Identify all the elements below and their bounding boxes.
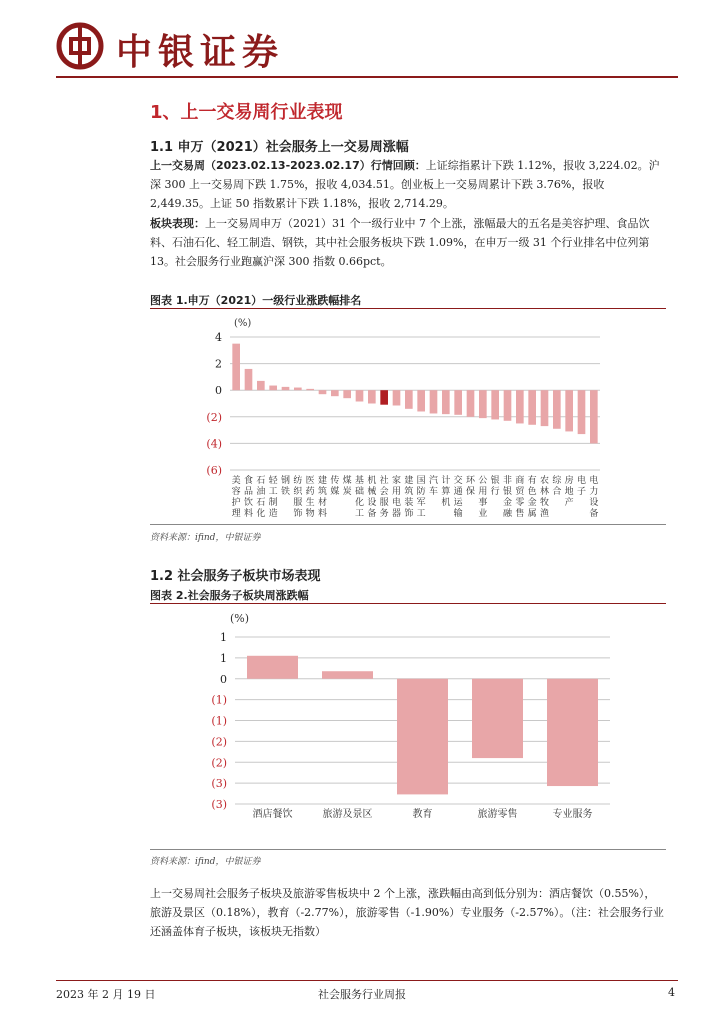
bar [294, 388, 302, 391]
bar [547, 679, 598, 786]
x-tick-label: 计算机 [441, 476, 451, 508]
y-tick-label: (1) [211, 693, 227, 707]
x-tick-label: 交通运输 [453, 476, 463, 519]
x-tick-label: 房地产 [564, 476, 574, 508]
footer-date: 2023 年 2 月 19 日 [56, 988, 156, 1001]
bar [368, 390, 376, 403]
bar [454, 390, 462, 415]
x-tick-label: 食品饮料 [243, 476, 254, 519]
bar [405, 390, 413, 409]
x-tick-label: 电力设备 [589, 476, 599, 519]
figure-source: 资料来源：ifind，中银证券 [150, 533, 261, 543]
bar [322, 671, 373, 679]
x-tick-label: 纺织服饰 [293, 476, 303, 519]
bar [491, 390, 499, 419]
bar [343, 390, 351, 398]
industry-ranking-chart [150, 310, 666, 522]
x-tick-label: 建筑装饰 [404, 476, 414, 519]
y-tick-label: (2) [211, 735, 227, 749]
y-axis-label: (%) [234, 318, 252, 329]
bar [590, 390, 598, 443]
y-tick-label: 2 [215, 357, 222, 371]
x-tick-label: 银行 [490, 476, 500, 497]
x-tick-label: 基础化工 [354, 476, 365, 519]
x-tick-label: 石油石化 [256, 476, 266, 519]
bar [245, 369, 253, 390]
x-tick-label: 社会服务 [379, 476, 389, 519]
bar [430, 390, 438, 413]
bar [269, 386, 277, 391]
brand-name: 中银证券 [116, 32, 285, 73]
footer-report-name: 社会服务行业周报 [318, 988, 406, 1001]
bar [393, 390, 401, 405]
bar [282, 387, 290, 390]
bar [257, 381, 265, 390]
x-tick-label: 煤炭 [342, 476, 352, 497]
y-tick-label: 0 [215, 384, 222, 398]
bar [331, 390, 339, 396]
x-tick-label: 有色金属 [527, 476, 537, 519]
paragraph-lead: 板块表现： [150, 217, 205, 230]
y-tick-label: (3) [211, 798, 227, 811]
x-tick-label: 轻工制造 [268, 476, 278, 519]
paragraph-lead: 上一交易周（2023.02.13-2023.02.17）行情回顾： [150, 159, 426, 172]
x-tick-label: 环保 [465, 476, 476, 497]
bank-of-china-logo-icon [56, 22, 104, 70]
x-tick-label: 旅游及景区 [322, 809, 373, 820]
bar [479, 390, 487, 418]
section-title: 1、上一交易周行业表现 [150, 102, 343, 123]
bar [472, 679, 523, 758]
figure-top-rule [150, 308, 666, 309]
y-tick-label: (2) [211, 756, 227, 770]
y-tick-label: (4) [206, 437, 222, 451]
x-tick-label: 电子 [576, 476, 587, 497]
x-tick-label: 专业服务 [552, 809, 593, 820]
y-tick-label: 1 [220, 651, 227, 665]
x-tick-label: 机械设备 [367, 476, 377, 519]
x-tick-label: 非银金融 [502, 476, 513, 519]
bar [504, 390, 512, 421]
x-tick-label: 旅游零售 [477, 809, 518, 820]
paragraph-body: 上证综指累计下跌 1.12%，报收 3,224.02。沪深 300 上一交易周下跌 1.75%，报收 4,034.51。创业板上一交易周累计下跌 3.76%，报收 2,449.35。上证 50 指数累计下跌 1.18%，报收 2,714.29。 [150, 159, 660, 210]
market-review-paragraph [150, 156, 666, 213]
bar [319, 390, 327, 394]
bar [442, 390, 450, 414]
x-tick-label: 传媒 [330, 476, 340, 497]
x-tick-label: 农林牧渔 [539, 476, 550, 519]
bar [232, 344, 240, 391]
paragraph-body: 上一交易周申万（2021）31 个一级行业中 7 个上涨，涨幅最大的五名是美容护理、食品饮料、石油石化、轻工制造、钢铁，其中社会服务板块下跌 1.09%，在申万一级 31 个行业排名中位列第 13。社会服务行业跑赢沪深 300 指数 0.66pct。 [150, 217, 650, 268]
y-tick-label: 4 [215, 331, 222, 344]
sector-performance-paragraph [150, 214, 666, 271]
x-tick-label: 公用事业 [478, 476, 488, 519]
bar [528, 390, 536, 425]
bar [247, 656, 298, 679]
sub-sector-chart [150, 605, 666, 845]
bar [380, 390, 388, 404]
bar [553, 390, 561, 429]
bar [356, 390, 364, 401]
figure-title: 图表 1.申万（2021）一级行业涨跌幅排名 [150, 294, 362, 307]
figure-top-rule [150, 603, 666, 604]
y-axis-label: (%) [230, 612, 250, 625]
y-tick-label: (2) [206, 410, 222, 424]
x-tick-label: 美容护理 [231, 476, 241, 519]
footer-page-number: 4 [668, 986, 675, 999]
subsection-title: 1.1 申万（2021）社会服务上一交易周涨幅 [150, 140, 409, 155]
x-tick-label: 家用电器 [391, 476, 402, 519]
figure-source: 资料来源：ifind，中银证券 [150, 857, 261, 867]
bar [516, 390, 524, 423]
header-divider [56, 76, 678, 78]
bar [578, 390, 586, 434]
y-tick-label: 1 [220, 631, 227, 644]
bar [541, 390, 549, 426]
x-tick-label: 汽车 [428, 476, 439, 497]
bar [467, 390, 475, 417]
x-tick-label: 综合 [552, 476, 562, 497]
x-tick-label: 建筑材料 [317, 476, 328, 519]
x-tick-label: 医药生物 [305, 476, 315, 519]
x-tick-label: 商贸零售 [515, 476, 525, 519]
figure-bottom-rule [150, 849, 666, 850]
y-tick-label: 0 [220, 672, 227, 686]
bar [306, 389, 314, 390]
subsection-title: 1.2 社会服务子板块市场表现 [150, 569, 321, 584]
x-tick-label: 国防军工 [416, 476, 426, 519]
summary-paragraph: 上一交易周社会服务子板块及旅游零售板块中 2 个上涨，涨跌幅由高到低分别为：酒店餐饮（0.55%），旅游及景区（0.18%），教育（-2.77%），旅游零售（-1.90%）专业服务（-2.57%）。（注：社会服务行业还涵盖体育子板块，该板块无指数） [150, 887, 664, 938]
y-tick-label: (6) [206, 464, 222, 477]
x-tick-label: 钢铁 [280, 476, 291, 497]
y-tick-label: (3) [211, 777, 227, 791]
figure-title: 图表 2.社会服务子板块周涨跌幅 [150, 589, 309, 602]
bar [397, 679, 448, 795]
x-tick-label: 教育 [412, 809, 433, 820]
x-tick-label: 酒店餐饮 [252, 809, 293, 820]
footer-divider [56, 980, 678, 981]
y-tick-label: (1) [211, 714, 227, 728]
bar [417, 390, 425, 411]
figure-bottom-rule [150, 524, 666, 525]
bar [565, 390, 573, 431]
